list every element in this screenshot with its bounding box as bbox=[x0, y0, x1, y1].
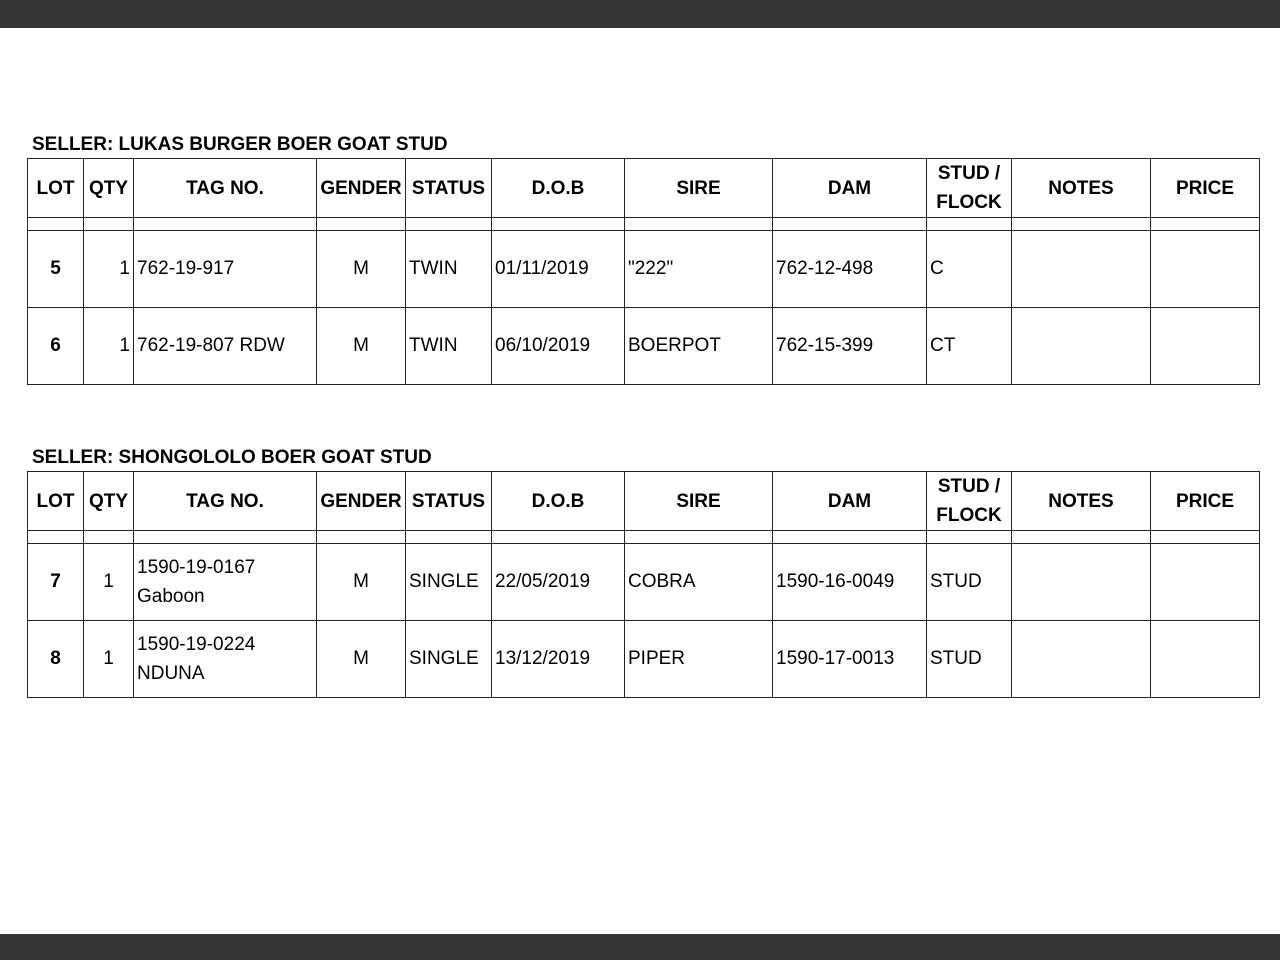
notes-cell bbox=[1012, 308, 1151, 385]
lot-cell: 6 bbox=[28, 308, 84, 385]
gender-cell: M bbox=[317, 544, 406, 621]
seller-title: SELLER: LUKAS BURGER BOER GOAT STUD bbox=[32, 134, 448, 155]
sire-cell: COBRA bbox=[625, 544, 773, 621]
dam-cell: 1590-17-0013 bbox=[773, 621, 927, 698]
col-header-status: STATUS bbox=[406, 159, 492, 218]
seller-title: SELLER: SHONGOLOLO BOER GOAT STUD bbox=[32, 447, 432, 468]
col-header-qty: QTY bbox=[84, 159, 134, 218]
seller-section-shongololo bbox=[27, 445, 1259, 698]
col-header-dob: D.O.B bbox=[492, 159, 625, 218]
col-header-gender: GENDER bbox=[317, 159, 406, 218]
col-header-sire: SIRE bbox=[625, 472, 773, 531]
col-header-dob: D.O.B bbox=[492, 472, 625, 531]
table-row bbox=[28, 544, 1260, 621]
table-header-row bbox=[28, 472, 1260, 531]
col-header-dam: DAM bbox=[773, 159, 927, 218]
table-row bbox=[28, 231, 1260, 308]
col-header-stud-flock-line1: STUD / bbox=[937, 476, 1001, 497]
seller-section-lukas-burger bbox=[27, 132, 1259, 385]
table-header-row bbox=[28, 159, 1260, 218]
lot-table bbox=[27, 158, 1260, 385]
top-bar bbox=[0, 0, 1280, 28]
lot-table bbox=[27, 471, 1260, 698]
sire-cell: "222" bbox=[625, 231, 773, 308]
dam-cell: 762-12-498 bbox=[773, 231, 927, 308]
tag-name: Gaboon bbox=[137, 586, 205, 607]
col-header-notes: NOTES bbox=[1012, 159, 1151, 218]
dob-cell: 01/11/2019 bbox=[492, 231, 625, 308]
col-header-notes: NOTES bbox=[1012, 472, 1151, 531]
table-row bbox=[28, 621, 1260, 698]
gender-cell: M bbox=[317, 308, 406, 385]
tag-number: 1590-19-0167 bbox=[137, 557, 256, 578]
notes-cell bbox=[1012, 621, 1151, 698]
col-header-price: PRICE bbox=[1151, 472, 1260, 531]
qty-cell: 1 bbox=[84, 231, 134, 308]
col-header-status: STATUS bbox=[406, 472, 492, 531]
col-header-stud-flock-line2: FLOCK bbox=[936, 505, 1002, 526]
lot-cell: 7 bbox=[28, 544, 84, 621]
col-header-sire: SIRE bbox=[625, 159, 773, 218]
price-cell bbox=[1151, 544, 1260, 621]
col-header-tag: TAG NO. bbox=[134, 472, 317, 531]
tag-cell: 762-19-917 bbox=[134, 231, 317, 308]
tag-cell bbox=[134, 621, 317, 698]
gender-cell: M bbox=[317, 621, 406, 698]
stud-flock-cell: STUD bbox=[927, 544, 1012, 621]
col-header-gender: GENDER bbox=[317, 472, 406, 531]
status-cell: SINGLE bbox=[406, 621, 492, 698]
col-header-price: PRICE bbox=[1151, 159, 1260, 218]
dob-cell: 22/05/2019 bbox=[492, 544, 625, 621]
sire-cell: BOERPOT bbox=[625, 308, 773, 385]
stud-flock-cell: STUD bbox=[927, 621, 1012, 698]
spacer-row bbox=[28, 218, 1260, 231]
qty-cell: 1 bbox=[84, 621, 134, 698]
bottom-bar bbox=[0, 934, 1280, 960]
gender-cell: M bbox=[317, 231, 406, 308]
col-header-lot: LOT bbox=[28, 472, 84, 531]
tag-cell: 762-19-807 RDW bbox=[134, 308, 317, 385]
notes-cell bbox=[1012, 231, 1151, 308]
status-cell: TWIN bbox=[406, 231, 492, 308]
qty-cell: 1 bbox=[84, 544, 134, 621]
qty-cell: 1 bbox=[84, 308, 134, 385]
stud-flock-cell: CT bbox=[927, 308, 1012, 385]
price-cell bbox=[1151, 231, 1260, 308]
spacer-row bbox=[28, 531, 1260, 544]
col-header-stud-flock bbox=[927, 159, 1012, 218]
price-cell bbox=[1151, 308, 1260, 385]
col-header-stud-flock-line1: STUD / bbox=[937, 163, 1001, 184]
sire-cell: PIPER bbox=[625, 621, 773, 698]
table-row bbox=[28, 308, 1260, 385]
tag-name: NDUNA bbox=[137, 663, 205, 684]
dam-cell: 762-15-399 bbox=[773, 308, 927, 385]
tag-cell bbox=[134, 544, 317, 621]
tag-number: 1590-19-0224 bbox=[137, 634, 256, 655]
dob-cell: 13/12/2019 bbox=[492, 621, 625, 698]
dam-cell: 1590-16-0049 bbox=[773, 544, 927, 621]
col-header-lot: LOT bbox=[28, 159, 84, 218]
status-cell: SINGLE bbox=[406, 544, 492, 621]
col-header-qty: QTY bbox=[84, 472, 134, 531]
status-cell: TWIN bbox=[406, 308, 492, 385]
stud-flock-cell: C bbox=[927, 231, 1012, 308]
price-cell bbox=[1151, 621, 1260, 698]
lot-cell: 5 bbox=[28, 231, 84, 308]
lot-cell: 8 bbox=[28, 621, 84, 698]
col-header-stud-flock-line2: FLOCK bbox=[936, 192, 1002, 213]
col-header-tag: TAG NO. bbox=[134, 159, 317, 218]
notes-cell bbox=[1012, 544, 1151, 621]
dob-cell: 06/10/2019 bbox=[492, 308, 625, 385]
col-header-stud-flock bbox=[927, 472, 1012, 531]
col-header-dam: DAM bbox=[773, 472, 927, 531]
